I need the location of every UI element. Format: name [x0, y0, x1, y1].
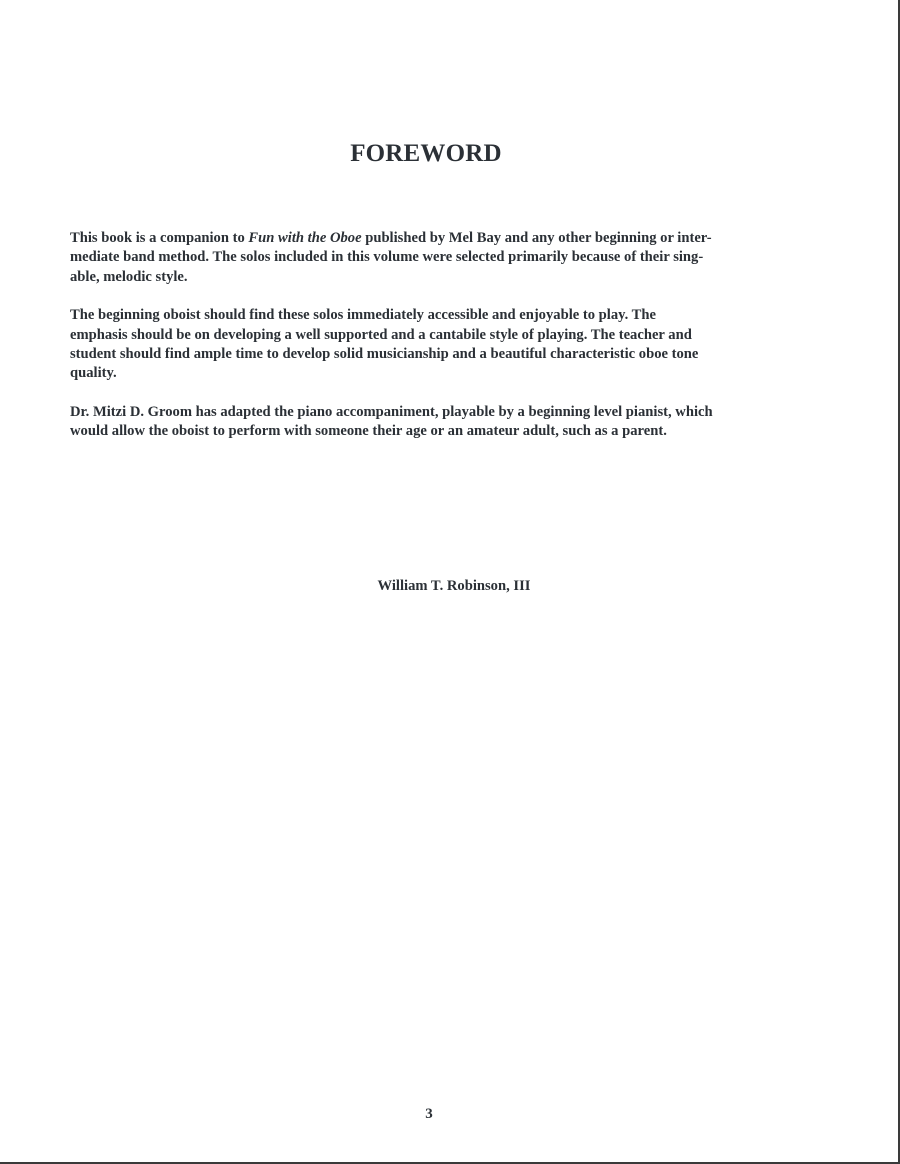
paragraph-line	[70, 229, 788, 248]
page-title: FOREWORD	[350, 140, 502, 167]
foreword-body	[70, 229, 788, 461]
paragraph-line: mediate band method. The solos included in this volume were selected primarily because of their sing-	[70, 249, 704, 266]
paragraph-companion	[70, 229, 788, 287]
paragraph-line: emphasis should be on developing a well supported and a cantabile style of playing. The teacher and	[70, 326, 692, 343]
paragraph-line: able, melodic style.	[70, 268, 188, 285]
paragraph-accompaniment	[70, 403, 788, 442]
paragraph-line: student should find ample time to develop solid musicianship and a beautiful characteristic oboe tone	[70, 346, 699, 363]
paragraph-line: quality.	[70, 365, 117, 382]
paragraph-line: would allow the oboist to perform with someone their age or an amateur adult, such as a parent.	[70, 423, 667, 440]
text-run: published by Mel Bay and any other beginning or inter-	[361, 230, 712, 246]
author-signature: William T. Robinson, III	[377, 578, 531, 594]
paragraph-beginning-oboist	[70, 306, 788, 384]
paragraph-line: The beginning oboist should find these solos immediately accessible and enjoyable to play. The	[70, 307, 656, 324]
paragraph-line: Dr. Mitzi D. Groom has adapted the piano accompaniment, playable by a beginning level pianist, which	[70, 403, 713, 420]
book-title-emphasis: Fun with the Oboe	[248, 230, 362, 246]
text-run: This book is a companion to	[70, 230, 249, 246]
page-number: 3	[425, 1106, 433, 1122]
